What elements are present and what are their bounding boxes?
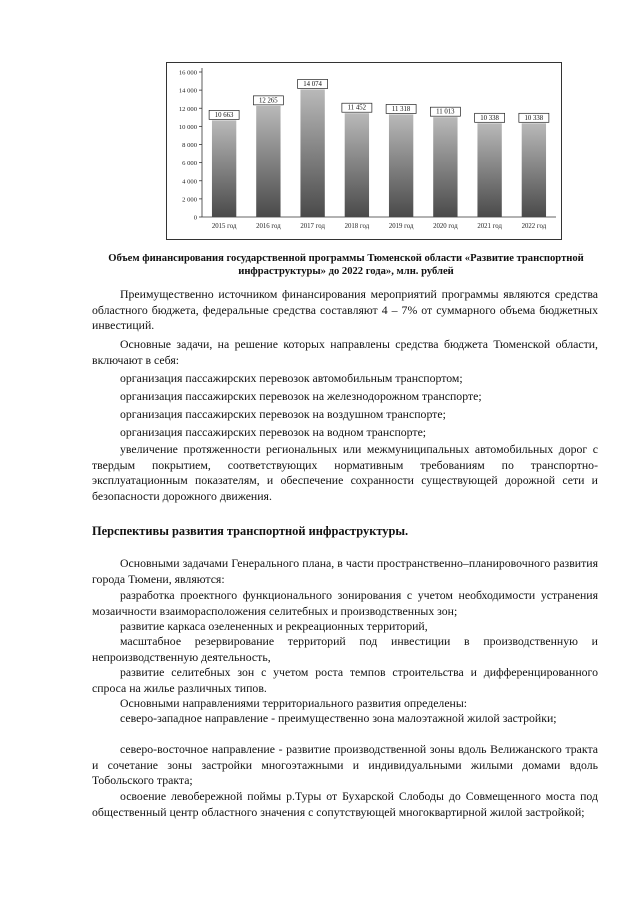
list-item-auto-transport: организация пассажирских перевозок автомобильным транспортом; [120, 371, 463, 385]
x-tick-label: 2015 год [211, 223, 237, 230]
bar [389, 114, 413, 217]
list-item-water-transport: организация пассажирских перевозок на водном транспорте; [120, 425, 427, 439]
y-tick-label: 16 000 [178, 69, 197, 77]
x-tick-label: 2020 год [433, 223, 458, 230]
bar [300, 89, 324, 217]
paragraph-funding-sources: Преимущественно источником финансирования мероприятий программы являются средства областного бюджета, федеральные средства составляют 4 – 7% от суммарного объема бюджетных инвестиций. [92, 287, 598, 333]
list-item-zoning: разработка проектного функционального зонирования с учетом необходимости устранения мозаичности взаиморасположения селитебных и производственных зон; [92, 588, 598, 618]
chart-svg [166, 62, 562, 240]
data-label: 11 013 [436, 108, 455, 116]
list-item-green-framework: развитие каркаса озелененных и рекреационных территорий, [120, 619, 428, 633]
x-tick-label: 2016 год [256, 223, 281, 230]
y-tick-label: 8 000 [182, 142, 197, 149]
bar [212, 120, 236, 217]
x-tick-label: 2022 год [521, 223, 547, 230]
list-item-rail-transport: организация пассажирских перевозок на железнодорожном транспорте; [120, 389, 482, 403]
y-tick-label: 4 000 [182, 178, 197, 186]
y-tick-label: 0 [193, 214, 197, 222]
y-tick-label: 2 000 [182, 196, 197, 204]
y-tick-label: 10 000 [178, 123, 197, 131]
y-tick-label: 14 000 [178, 87, 197, 95]
list-item-left-bank: освоение левобережной поймы р.Туры от Бухарской Слободы до Совмещенного моста под общественный центр областного значения с сопутствующей многоквартирной жилой застройкой; [92, 789, 598, 819]
data-label: 10 663 [214, 111, 234, 119]
bar [256, 106, 280, 217]
paragraph-directions: Основными направлениями территориального развития определены: [120, 696, 468, 710]
data-label: 10 338 [480, 114, 499, 122]
funding-bar-chart [166, 62, 562, 240]
list-item-northwest: северо-западное направление - преимущественно зона малоэтажной жилой застройки; [120, 711, 557, 725]
section-heading: Перспективы развития транспортной инфраструктуры. [92, 524, 409, 538]
x-tick-label: 2018 год [344, 223, 370, 230]
y-tick-label: 6 000 [182, 160, 197, 168]
bar [345, 113, 369, 217]
paragraph-main-tasks: Основные задачи, на решение которых направлены средства бюджета Тюменской области, включают в себя: [92, 337, 598, 367]
data-label: 11 318 [391, 105, 411, 113]
chart-caption: Объем финансирования государственной программы Тюменской области «Развитие транспортной инфраструктуры» до 2022 года», млн. рублей [108, 253, 584, 277]
y-tick-label: 12 000 [178, 105, 197, 113]
bar [522, 123, 546, 217]
data-label: 11 452 [347, 104, 367, 112]
x-tick-label: 2017 год [300, 223, 325, 230]
data-label: 10 338 [524, 114, 544, 122]
data-label: 14 074 [303, 80, 322, 88]
bar [433, 117, 457, 217]
list-item-air-transport: организация пассажирских перевозок на воздушном транспорте; [120, 407, 446, 421]
paragraph-general-plan-tasks: Основными задачами Генерального плана, в части пространственно–планировочного развития города Тюмени, являются: [92, 556, 598, 586]
bar [477, 123, 501, 217]
x-tick-label: 2019 год [388, 223, 414, 230]
list-item-northeast: северо-восточное направление - развитие производственной зоны вдоль Велижанского тракта и сочетание зоны застройки многоэтажными и индивидуальными жилыми домами вдоль Тобольского тракта; [92, 742, 598, 788]
x-tick-label: 2021 год [477, 223, 502, 230]
list-item-roads: увеличение протяженности региональных или межмуниципальных автомобильных дорог с твердым покрытием, соответствующих нормативным требованиям по транспортно-эксплуатационным показателям, и обеспечение сохранности существующей дорожной сети и безопасности дорожного движения. [92, 442, 598, 503]
data-label: 12 265 [259, 97, 278, 105]
list-item-land-reservation: масштабное резервирование территорий под инвестиции в производственную и непроизводственную деятельность, [92, 634, 598, 664]
list-item-residential-zones: развитие селитебных зон с учетом роста темпов строительства и дифференцированного спроса на жилье различных типов. [92, 665, 598, 695]
